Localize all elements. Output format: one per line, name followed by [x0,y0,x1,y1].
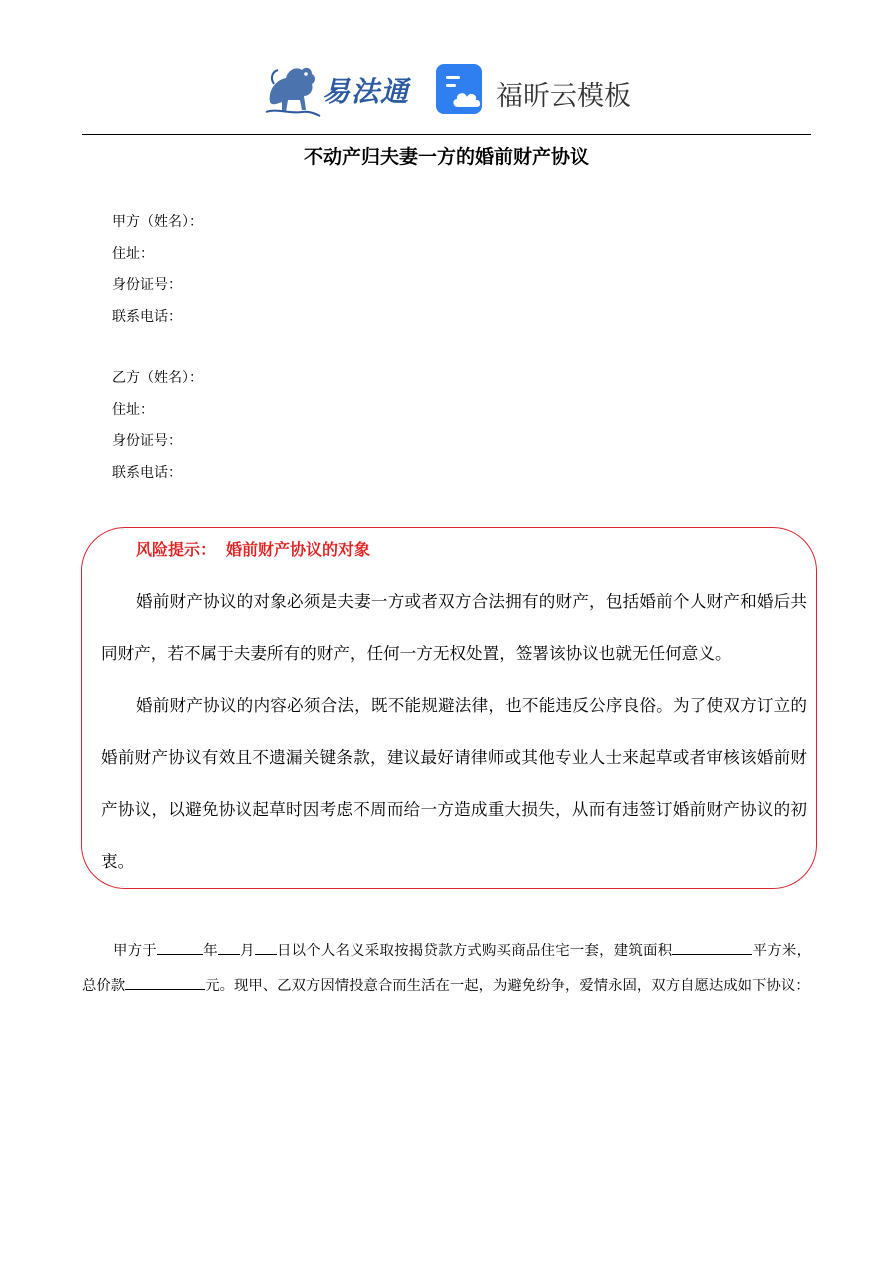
month-blank [218,940,240,955]
year-blank [157,940,203,955]
yifatong-logo-text: 易法通 [322,75,410,108]
party-b-info [112,368,512,494]
foxit-logo-text: 福昕云模板 [496,81,631,112]
risk-heading-topic: 婚前财产协议的对象 [226,540,371,559]
party-a-address-label: 住址： [112,245,154,262]
preamble-text-4: 日以个人名义采取按揭贷款方式购买商品住宅一套，建筑面积 [276,943,673,959]
document-title: 不动产归夫妻一方的婚前财产协议 [303,146,589,168]
party-a-id-label: 身份证号： [112,277,182,293]
preamble-text-1: 甲方于 [113,943,157,959]
party-b-name-label: 乙方（姓名）： [112,370,203,386]
area-blank [672,940,752,955]
preamble-text-2: 年 [202,943,218,959]
party-a-info [112,212,512,338]
risk-paragraph-1: 婚前财产协议的对象必须是夫妻一方或者双方合法拥有的财产，包括婚前个人财产和婚后共同财产，若不属于夫妻所有的财产，任何一方无权处置，签署该协议也就无任何意义。 [101,592,807,663]
party-b-address-label: 住址： [112,401,154,418]
preamble-text-3: 月 [239,943,255,959]
qilin-mascot-icon [262,62,324,120]
party-a-phone-label: 联系电话： [112,308,182,325]
party-a-name-label: 甲方（姓名）： [112,214,203,230]
day-blank [255,940,277,955]
preamble-text-5: 平方米，总价款 [82,943,811,994]
page-header [0,58,893,126]
risk-notice-heading [136,537,370,560]
price-blank [125,975,205,990]
yifatong-logo [262,62,422,120]
foxit-cloud-template-logo [436,64,646,120]
header-divider [82,134,811,135]
preamble-text-6: 元。现甲、乙双方因情投意合而生活在一起，为避免纷争，爱情永固，双方自愿达成如下协议： [205,978,810,994]
risk-paragraph-2: 婚前财产协议的内容必须合法，既不能规避法律，也不能违反公序良俗。为了使双方订立的婚前财产协议有效且不遗漏关键条款，建议最好请律师或其他专业人士来起草或者审核该婚前财产协议，以避免协议起草时因考虑不周而给一方造成重大损失，从而有违签订婚前财产协议的初衷。 [101,696,807,871]
cloud-document-icon [436,64,486,114]
party-b-id-label: 身份证号： [112,433,182,449]
risk-heading-prefix: 风险提示： [136,540,217,559]
party-b-phone-label: 联系电话： [112,464,182,481]
agreement-preamble [82,934,811,1004]
